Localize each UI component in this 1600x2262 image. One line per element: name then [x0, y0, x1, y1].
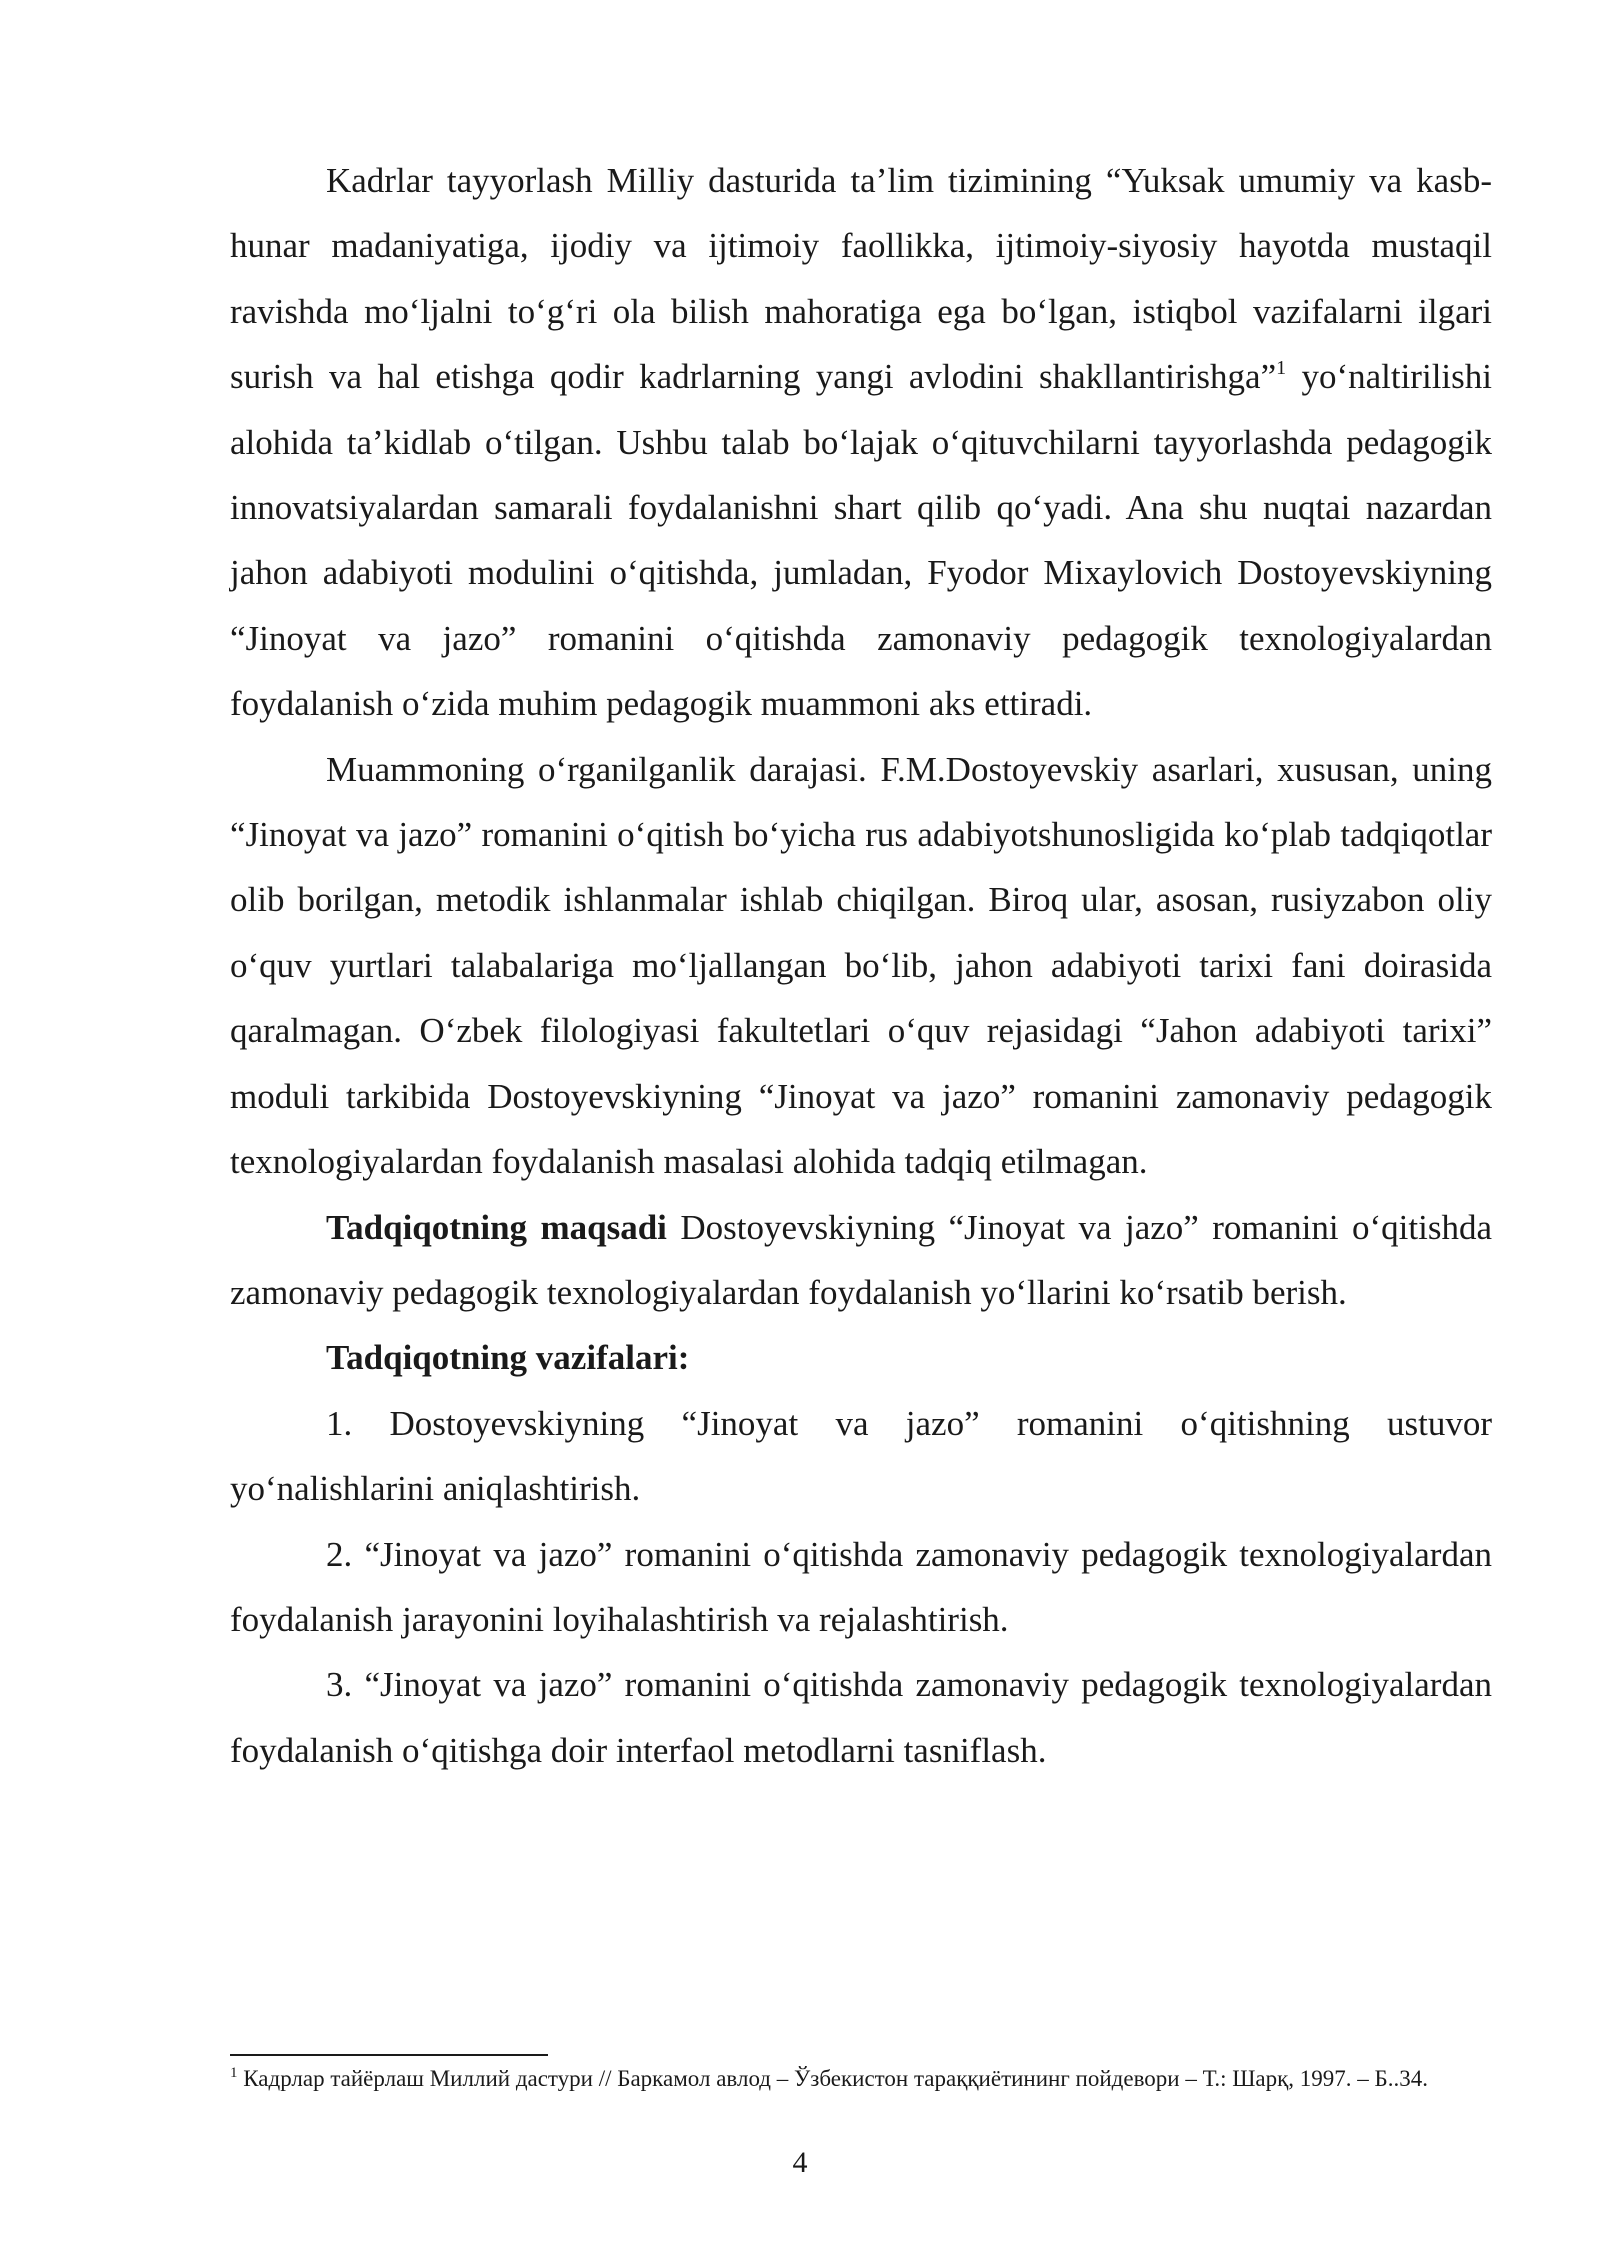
- body-text: [230, 148, 1492, 1783]
- task-item-3: 3. “Jinoyat va jazo” romanini o‘qitishda zamonaviy pedagogik texnologiyalardan foydalanish o‘qitishga doir interfaol metodlarni tasniflash.: [230, 1665, 1492, 1770]
- research-goal-label: Tadqiqotning maqsadi: [326, 1207, 667, 1247]
- task-item-1: 1. Dostoyevskiyning “Jinoyat va jazo” romanini o‘qitishning ustuvor yo‘nalishlarini aniqlashtirish.: [230, 1403, 1492, 1509]
- paragraph-research-goal: [230, 1195, 1492, 1326]
- task-item-2: 2. “Jinoyat va jazo” romanini o‘qitishda zamonaviy pedagogik texnologiyalardan foydalanish jarayonini loyihalashtirish va rejalashtirish.: [230, 1534, 1492, 1639]
- research-goal-text: Dostoyevskiyning “Jinoyat va jazo” romanini o‘qitishda zamonaviy pedagogik texnologiyalardan foydalanish yo‘llarini ko‘rsatib berish.: [230, 1207, 1492, 1312]
- paragraph-intro-text-b: yo‘naltirilishi alohida ta’kidlab o‘tilgan. Ushbu talab bo‘lajak o‘qituvchilarni tayyorlashda pedagogik innovatsiyalardan samarali foydalanishni shart qilib qo‘yadi. Ana shu nuqtai nazardan jahon adabiyoti modulini o‘qitishda, jumladan, Fyodor Mixaylovich Dostoyevskiyning “Jinoyat va jazo” romanini o‘qitishda zamonaviy pedagogik texnologiyalardan foydalanish o‘zida muhim pedagogik muammoni aks ettiradi.: [230, 357, 1492, 724]
- tasks-heading: Tadqiqotning vazifalari:: [326, 1338, 690, 1378]
- footnote: [230, 2062, 1492, 2096]
- page-number: 4: [792, 2146, 808, 2179]
- paragraph-intro-text-a: Kadrlar tayyorlash Milliy dasturida ta’lim tizimining “Yuksak umumiy va kasb-hunar madaniyatiga, ijodiy va ijtimoiy faollikka, ijtimoiy-siyosiy hayotda mustaqil ravishda mo‘ljalni to‘g‘ri ola bilish mahoratiga ega bo‘lgan, istiqbol vazifalarni ilgari surish va hal etishga qodir kadrlarning yangi avlodini shakllantirishga”: [230, 161, 1492, 397]
- footnote-reference[interactable]: 1: [1276, 357, 1287, 380]
- paragraph-intro: [230, 148, 1492, 737]
- footnote-text: Кадрлар тайёрлаш Миллий дастури // Баркамол авлод – Ўзбекистон тараққиётининг пойдевори – Т.: Шарқ, 1997. – Б..34.: [237, 2066, 1429, 2091]
- footnote-mark: 1: [230, 2065, 238, 2081]
- paragraph-research-degree: Muammoning o‘rganilganlik darajasi. F.M.Dostoyevskiy asarlari, xususan, uning “Jinoyat va jazo” romanini o‘qitish bo‘yicha rus adabiyotshunosligida ko‘plab tadqiqotlar olib borilgan, metodik ishlanmalar ishlab chiqilgan. Biroq ular, asosan, rusiyzabon oliy o‘quv yurtlari talabalariga mo‘ljallangan bo‘lib, jahon adabiyoti tarixi fani doirasida qaralmagan. O‘zbek filologiyasi fakultetlari o‘quv rejasidagi “Jahon adabiyoti tarixi” moduli tarkibida Dostoyevskiyning “Jinoyat va jazo” romanini zamonaviy pedagogik texnologiyalardan foydalanish masalasi alohida tadqiq etilmagan.: [230, 749, 1492, 1182]
- footnote-separator: [230, 2054, 548, 2056]
